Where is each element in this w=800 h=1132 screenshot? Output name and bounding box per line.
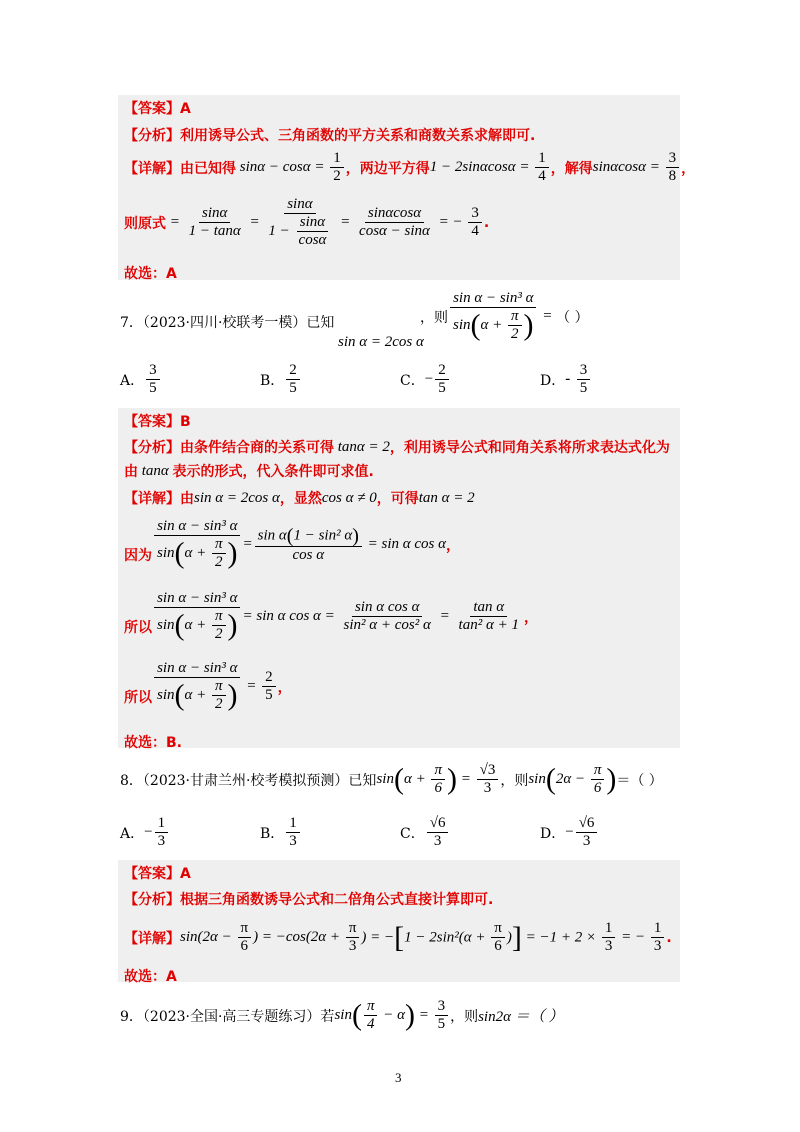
because-line-7: 因为 sin α − sin³ α sin(α + $\frac{\pi}{2}$ ) = $\frac{\text{sin α(1 − sin² α)}}{\text{cos α}}$ = sin α cos α ， <box>124 518 461 570</box>
q8-option-b[interactable]: B． $\frac{1}{3}$ <box>260 815 302 850</box>
q8-option-a[interactable]: A． − $\frac{1}{3}$ <box>120 815 170 850</box>
q7-option-a[interactable]: A． $\frac{3}{5}$ <box>120 362 162 397</box>
question-7-expression: ，则 sin α − sin³ α sin(α + $\frac{\pi}{2}$ ) = （ ） <box>420 290 589 342</box>
q7-option-d[interactable]: D． - $\frac{3}{5}$ <box>540 362 592 397</box>
detail-7: 【详解】 由 sin α = 2cos α ，显然 cos α ≠ 0 ，可得 tan α = 2 <box>124 489 475 507</box>
q8-option-c[interactable]: C． $\frac{√6}{3}$ <box>400 815 450 850</box>
answer-6: 【答案】A <box>124 101 191 117</box>
question-9: 9．（2023·全国·高三专题练习）若 sin( $\frac{\pi}{4}$ − α) = $\frac{3}{5}$ ，则 sin2α ＝（ ） <box>120 998 564 1032</box>
question-7: 7．（2023·四川·校联考一模）已知 <box>120 315 335 331</box>
answer-7: 【答案】B <box>124 414 191 430</box>
so-line-7a: 所以 sin α − sin³ α sin(α + $\frac{\pi}{2}$ ) = sin α cos α = $\frac{\text{sin α cos α}}{\text{sin² α + cos² α}}$ = $\frac{\text{tan α}}{\text{tan² α + 1}}$ ， <box>124 590 538 642</box>
answer-8: 【答案】A <box>124 866 191 882</box>
analysis-7: 【分析】 由条件结合商的关系可得 tanα = 2 ，利用诱导公式和同角关系将所求表达式化为 <box>124 438 670 456</box>
analysis-8: 【分析】根据三角函数诱导公式和二倍角公式直接计算即可. <box>124 892 494 908</box>
question-8: 8．（2023·甘肃兰州·校考模拟预测）已知 sin(α + $\frac{\pi}{6}$ ) = $\frac{√3}{3}$ ，则 sin(2α − $\frac{\pi}{6}$ ) ＝（ ） <box>120 762 663 796</box>
detail-8: 【详解】 sin(2α − $\frac{\pi}{6}$ ) = −cos(2α + $\frac{\pi}{3}$ ) = −[1 − 2sin²(α + $\frac{\pi}{6}$ )] = −1 + 2 × $\frac{1}{3}$ = − $\frac{1}{3}$ . <box>124 920 672 954</box>
question-7-condition: sin α = 2cos α <box>338 334 424 350</box>
answer-box-6 <box>118 95 680 280</box>
page-number: 3 <box>395 1070 402 1085</box>
choose-8: 故选：A <box>124 969 177 985</box>
q7-option-c[interactable]: C． − $\frac{2}{5}$ <box>400 362 451 397</box>
q8-option-d[interactable]: D． − $\frac{√6}{3}$ <box>540 815 599 850</box>
original-expression-6: 则原式 = $\frac{\sin\alpha}{1 - \tan\alpha}$ = sinα 1 − $\frac{\sin\alpha}{\cos\alpha}$ = $\frac{\sin\alpha\cos\alpha}{\cos\alpha - \sin\alpha}$ = − $\frac{3}{4}$ . <box>124 196 490 248</box>
so-line-7b: 所以 sin α − sin³ α sin(α + $\frac{\pi}{2}$ ) = $\frac{2}{5}$ ， <box>124 660 292 712</box>
choose-6: 故选：A <box>124 266 177 282</box>
detail-6: 【详解】 由已知得 sinα − cosα = $\frac{1}{2}$ ，两边平方得 1 − 2sinαcosα = $\frac{1}{4}$ ，解得 sinαcosα = $\frac{3}{8}$ ， <box>124 150 696 184</box>
choose-7: 故选：B. <box>124 735 182 751</box>
q7-option-b[interactable]: B． $\frac{2}{5}$ <box>260 362 302 397</box>
analysis-6: 【分析】利用诱导公式、三角函数的平方关系和商数关系求解即可. <box>124 128 536 144</box>
analysis-7-cont: 由 tanα 表示的形式，代入条件即可求值. <box>124 462 374 480</box>
